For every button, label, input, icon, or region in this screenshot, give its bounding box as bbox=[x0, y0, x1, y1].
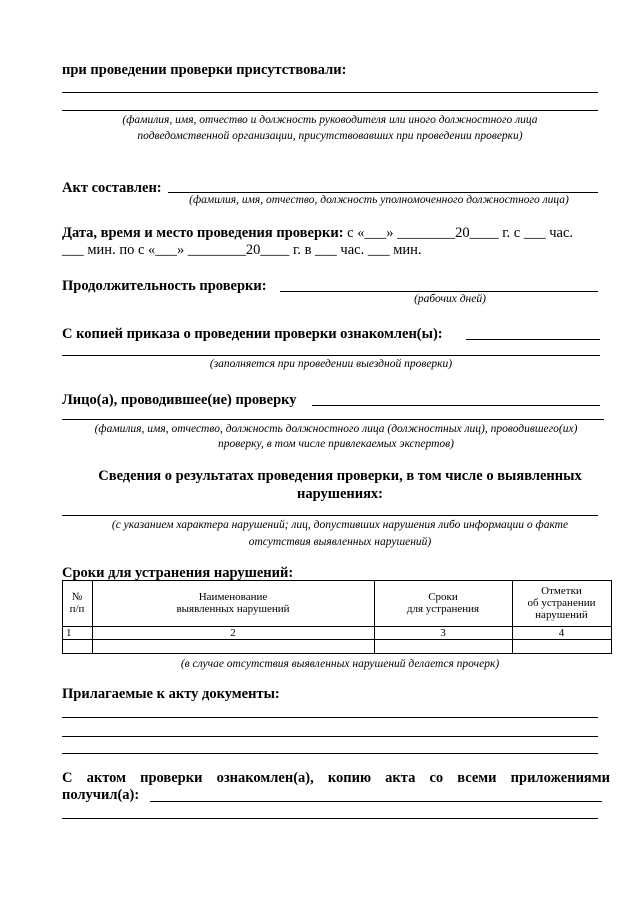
inspector-line-2[interactable] bbox=[62, 419, 604, 420]
header-num bbox=[62, 591, 92, 615]
inspector-label: Лицо(а), проводившее(ие) проверку bbox=[62, 392, 297, 408]
header-name-1: Наименование bbox=[198, 591, 268, 603]
act-caption: (фамилия, имя, отчество, должность уполномоченного должностного лица) bbox=[189, 194, 569, 206]
order-label: С копией приказа о проведении проверки ознакомлен(ы): bbox=[62, 326, 443, 342]
duration-caption: (рабочих дней) bbox=[414, 293, 486, 305]
order-line-1[interactable] bbox=[466, 339, 600, 340]
table-border-bottom bbox=[62, 653, 612, 654]
receipt-line-1: С актом проверки ознакомлен(а), копию акта со всеми приложениями bbox=[62, 770, 610, 786]
table-row-1-bottom bbox=[62, 639, 612, 640]
header-mark bbox=[512, 585, 611, 621]
deadlines-caption: (в случае отсутствия выявленных нарушений делается прочерк) bbox=[180, 658, 500, 670]
results-caption-2: отсутствия выявленных нарушений) bbox=[248, 536, 432, 548]
attached-line-2[interactable] bbox=[62, 736, 598, 737]
present-caption-1: (фамилия, имя, отчество и должность руководителя или иного должностного лица bbox=[122, 114, 538, 126]
order-caption: (заполняется при проведении выездной проверки) bbox=[209, 358, 453, 370]
inspector-line-1[interactable] bbox=[312, 405, 600, 406]
header-num-2: п/п bbox=[69, 603, 85, 615]
datetime-label: Дата, время и место проведения проверки: bbox=[62, 225, 344, 241]
num-cell-1: 1 bbox=[66, 627, 72, 639]
present-line-1[interactable] bbox=[62, 92, 598, 93]
present-caption-2: подведомственной организации, присутствовавших при проведении проверки) bbox=[137, 130, 523, 142]
attached-line-1[interactable] bbox=[62, 717, 598, 718]
header-term bbox=[374, 591, 512, 615]
header-mark-2: об устранении bbox=[527, 597, 596, 609]
header-mark-1: Отметки bbox=[541, 585, 582, 597]
attached-line-3[interactable] bbox=[62, 753, 598, 754]
results-title-2: нарушениях: bbox=[296, 486, 384, 502]
datetime-line-2: ___ мин. по с «___» ________20____ г. в ___ час. ___ мин. bbox=[62, 242, 422, 258]
header-term-2: для устранения bbox=[406, 603, 480, 615]
header-name-2: выявленных нарушений bbox=[176, 603, 290, 615]
receipt-line[interactable] bbox=[150, 801, 602, 802]
duration-label: Продолжительность проверки: bbox=[62, 278, 267, 294]
inspector-caption-2: проверку, в том числе привлекаемых экспертов) bbox=[218, 438, 454, 450]
receipt-line-2: получил(а): bbox=[62, 787, 140, 803]
receipt-line-extra[interactable] bbox=[62, 818, 598, 819]
attached-label: Прилагаемые к акту документы: bbox=[62, 686, 280, 702]
results-caption-1: (с указанием характера нарушений; лиц, допустивших нарушения либо информации о факте bbox=[111, 519, 569, 531]
datetime-line-1 bbox=[62, 225, 573, 242]
results-line[interactable] bbox=[62, 515, 598, 516]
header-num-1: № bbox=[71, 591, 83, 603]
table-border-right bbox=[611, 580, 612, 654]
inspector-caption-1: (фамилия, имя, отчество, должность должностного лица (должностных лиц), проводившего(их) bbox=[94, 423, 578, 435]
num-cell-3: 3 bbox=[440, 627, 446, 639]
present-line-2[interactable] bbox=[62, 110, 598, 111]
results-title-1: Сведения о результатах проведения проверки, в том числе о выявленных bbox=[98, 468, 582, 484]
header-mark-3: нарушений bbox=[535, 609, 588, 621]
num-cell-2: 2 bbox=[230, 627, 236, 639]
datetime-rest-1: с «___» ________20____ г. с ___ час. bbox=[347, 225, 574, 241]
present-heading: при проведении проверки присутствовали: bbox=[62, 62, 347, 78]
header-term-1: Сроки bbox=[428, 591, 458, 603]
deadlines-title: Сроки для устранения нарушений: bbox=[62, 565, 294, 581]
header-name bbox=[92, 591, 374, 615]
act-label: Акт составлен: bbox=[62, 180, 162, 196]
num-cell-4: 4 bbox=[558, 627, 565, 639]
deadlines-table bbox=[62, 580, 612, 654]
table-border-top bbox=[62, 580, 612, 581]
